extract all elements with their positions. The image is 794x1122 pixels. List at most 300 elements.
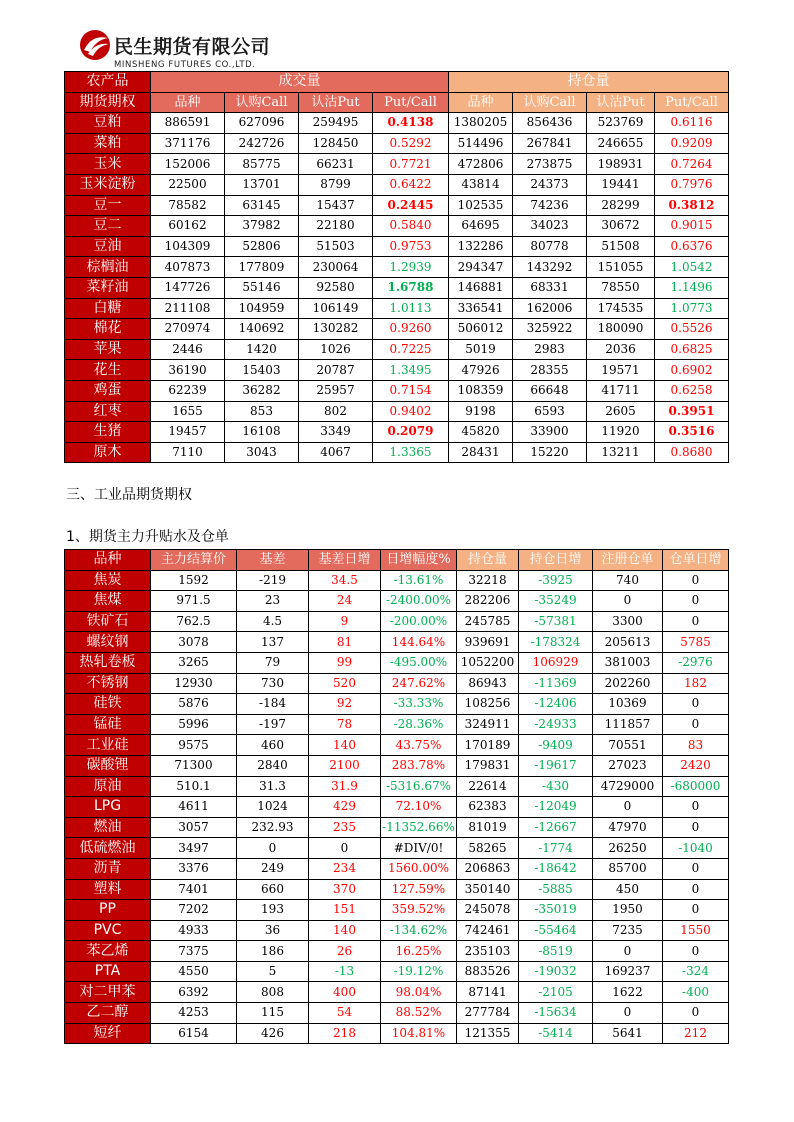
- product-name: 豆油: [65, 236, 151, 257]
- column-header: 主力结算价: [151, 550, 237, 571]
- table-cell: 660: [237, 879, 309, 900]
- table-cell: 381003: [593, 652, 663, 673]
- table-cell: 282206: [457, 591, 519, 612]
- header-row: [65, 550, 729, 571]
- table-row: [65, 319, 729, 340]
- table-cell: 283.78%: [381, 755, 457, 776]
- table-cell: 1950: [593, 900, 663, 921]
- table-cell: 74236: [513, 195, 587, 216]
- table-row: [65, 879, 729, 900]
- table-cell: 0.6422: [373, 174, 449, 195]
- table-cell: 31.9: [309, 776, 381, 797]
- table-cell: -134.62%: [381, 920, 457, 941]
- table-cell: -13.61%: [381, 570, 457, 591]
- corner-top-label: 农产品: [65, 72, 151, 93]
- table-cell: 520: [309, 673, 381, 694]
- table-row: [65, 422, 729, 443]
- table-cell: 127.59%: [381, 879, 457, 900]
- table-cell: 1052200: [457, 652, 519, 673]
- table-cell: -9409: [519, 735, 593, 756]
- column-header: 认沽Put: [587, 92, 655, 113]
- table-cell: 4550: [151, 961, 237, 982]
- table-cell: 218: [309, 1023, 381, 1044]
- table-cell: 66648: [513, 380, 587, 401]
- table-cell: 22614: [457, 776, 519, 797]
- table-cell: 0.6258: [655, 380, 729, 401]
- table-cell: -495.00%: [381, 652, 457, 673]
- product-name: 乙二醇: [65, 1003, 151, 1024]
- table-cell: 23: [237, 591, 309, 612]
- table-cell: 140692: [225, 319, 299, 340]
- table-cell: 87141: [457, 982, 519, 1003]
- table-cell: -1774: [519, 838, 593, 859]
- column-header: Put/Call: [373, 92, 449, 113]
- table-row: [65, 961, 729, 982]
- table-row: [65, 154, 729, 175]
- table-cell: 1.0773: [655, 298, 729, 319]
- table-cell: 371176: [151, 133, 225, 154]
- table-cell: -11369: [519, 673, 593, 694]
- table-cell: 180090: [587, 319, 655, 340]
- table-cell: -19617: [519, 755, 593, 776]
- table-row: [65, 652, 729, 673]
- table-cell: -35019: [519, 900, 593, 921]
- table-cell: -2105: [519, 982, 593, 1003]
- table-cell: 294347: [449, 257, 513, 278]
- table-cell: 1380205: [449, 113, 513, 134]
- table-row: [65, 591, 729, 612]
- logo-english-name: MINSHENG FUTURES CO.,LTD.: [114, 60, 256, 70]
- table-cell: -197: [237, 714, 309, 735]
- table-cell: 0: [237, 838, 309, 859]
- table-cell: 151055: [587, 257, 655, 278]
- table-cell: 1420: [225, 339, 299, 360]
- column-header: 持仓日增: [519, 550, 593, 571]
- column-header: 品种: [449, 92, 513, 113]
- table-cell: 6392: [151, 982, 237, 1003]
- table-cell: 0.6825: [655, 339, 729, 360]
- table-cell: 1.3495: [373, 360, 449, 381]
- table-cell: 1026: [299, 339, 373, 360]
- table-cell: 853: [225, 401, 299, 422]
- table-cell: 179831: [457, 755, 519, 776]
- table-cell: 450: [593, 879, 663, 900]
- table-cell: 32218: [457, 570, 519, 591]
- table-cell: 7401: [151, 879, 237, 900]
- table-cell: 0: [663, 714, 729, 735]
- table-cell: 85700: [593, 858, 663, 879]
- product-name: 玉米: [65, 154, 151, 175]
- table-cell: 3078: [151, 632, 237, 653]
- table-cell: 24373: [513, 174, 587, 195]
- table-cell: 137: [237, 632, 309, 653]
- table-cell: 0.9015: [655, 216, 729, 237]
- table-cell: 25957: [299, 380, 373, 401]
- table-cell: 2840: [237, 755, 309, 776]
- table-cell: 0.7264: [655, 154, 729, 175]
- table-cell: 407873: [151, 257, 225, 278]
- table-cell: 78550: [587, 277, 655, 298]
- table-cell: 212: [663, 1023, 729, 1044]
- table-cell: 10369: [593, 694, 663, 715]
- table-cell: 0: [663, 694, 729, 715]
- table-cell: 6593: [513, 401, 587, 422]
- product-name: 苯乙烯: [65, 941, 151, 962]
- product-name: 棉花: [65, 319, 151, 340]
- table-cell: 162006: [513, 298, 587, 319]
- table-cell: -12049: [519, 797, 593, 818]
- table-cell: 1550: [663, 920, 729, 941]
- table-cell: 71300: [151, 755, 237, 776]
- product-name: 棕榈油: [65, 257, 151, 278]
- table-cell: -19032: [519, 961, 593, 982]
- table-row: [65, 236, 729, 257]
- table-cell: 234: [309, 858, 381, 879]
- column-header: 认沽Put: [299, 92, 373, 113]
- table-cell: 0.3812: [655, 195, 729, 216]
- table-cell: 80778: [513, 236, 587, 257]
- table-cell: 242726: [225, 133, 299, 154]
- table-row: [65, 817, 729, 838]
- table-cell: 92580: [299, 277, 373, 298]
- product-name: 玉米淀粉: [65, 174, 151, 195]
- table-cell: 30672: [587, 216, 655, 237]
- table-cell: 102535: [449, 195, 513, 216]
- table-cell: 506012: [449, 319, 513, 340]
- table-cell: 28431: [449, 442, 513, 463]
- table-cell: 0.8680: [655, 442, 729, 463]
- table-cell: 4067: [299, 442, 373, 463]
- table-cell: 0.5292: [373, 133, 449, 154]
- table-cell: 246655: [587, 133, 655, 154]
- table-row: [65, 920, 729, 941]
- table-row: [65, 1003, 729, 1024]
- product-name: 铁矿石: [65, 611, 151, 632]
- table-cell: -184: [237, 694, 309, 715]
- table-cell: 9: [309, 611, 381, 632]
- table-cell: 235103: [457, 941, 519, 962]
- table-cell: 202260: [593, 673, 663, 694]
- table-cell: 939691: [457, 632, 519, 653]
- table-cell: -178324: [519, 632, 593, 653]
- table-cell: 47970: [593, 817, 663, 838]
- table-cell: 0.9209: [655, 133, 729, 154]
- table-cell: -28.36%: [381, 714, 457, 735]
- table-cell: -400: [663, 982, 729, 1003]
- table-cell: 5785: [663, 632, 729, 653]
- table-cell: 70551: [593, 735, 663, 756]
- product-name: 低硫燃油: [65, 838, 151, 859]
- table-row: [65, 277, 729, 298]
- table-cell: 429: [309, 797, 381, 818]
- subheader-row: [65, 92, 729, 113]
- table-cell: 9575: [151, 735, 237, 756]
- table-cell: 0.5840: [373, 216, 449, 237]
- table-cell: 3057: [151, 817, 237, 838]
- table-row: [65, 755, 729, 776]
- table-cell: 235: [309, 817, 381, 838]
- table-cell: 0.2445: [373, 195, 449, 216]
- product-name: 豆一: [65, 195, 151, 216]
- table-cell: 104309: [151, 236, 225, 257]
- table-cell: -200.00%: [381, 611, 457, 632]
- table-cell: -1040: [663, 838, 729, 859]
- table-cell: 5876: [151, 694, 237, 715]
- table-cell: 5641: [593, 1023, 663, 1044]
- section-title-industrial: 三、工业品期货期权: [66, 487, 192, 503]
- table-row: [65, 673, 729, 694]
- table-row: [65, 797, 729, 818]
- table-cell: 259495: [299, 113, 373, 134]
- table-cell: -19.12%: [381, 961, 457, 982]
- table-cell: 3043: [225, 442, 299, 463]
- table-cell: 0.9753: [373, 236, 449, 257]
- table-cell: 4.5: [237, 611, 309, 632]
- table-cell: 51503: [299, 236, 373, 257]
- table-cell: -35249: [519, 591, 593, 612]
- column-header: 基差: [237, 550, 309, 571]
- table-cell: 359.52%: [381, 900, 457, 921]
- table-cell: 4729000: [593, 776, 663, 797]
- table-cell: 3349: [299, 422, 373, 443]
- table-cell: 106929: [519, 652, 593, 673]
- table-cell: 0: [593, 591, 663, 612]
- table-cell: -33.33%: [381, 694, 457, 715]
- table-cell: 146881: [449, 277, 513, 298]
- table-cell: 86943: [457, 673, 519, 694]
- table-row: [65, 570, 729, 591]
- table-row: [65, 113, 729, 134]
- table-cell: 1.1496: [655, 277, 729, 298]
- table-cell: -12406: [519, 694, 593, 715]
- group-header-volume: 成交量: [151, 72, 449, 93]
- column-header: 持仓量: [457, 550, 519, 571]
- table-cell: 245785: [457, 611, 519, 632]
- table-cell: 104959: [225, 298, 299, 319]
- table-cell: -13: [309, 961, 381, 982]
- product-name: 短纤: [65, 1023, 151, 1044]
- table-cell: 62383: [457, 797, 519, 818]
- table-row: [65, 694, 729, 715]
- table-cell: 802: [299, 401, 373, 422]
- table-cell: 0.7976: [655, 174, 729, 195]
- product-name: 白糖: [65, 298, 151, 319]
- table-cell: 460: [237, 735, 309, 756]
- table-cell: 5019: [449, 339, 513, 360]
- product-name: PTA: [65, 961, 151, 982]
- table-cell: 19571: [587, 360, 655, 381]
- table-cell: 104.81%: [381, 1023, 457, 1044]
- table-cell: 523769: [587, 113, 655, 134]
- product-name: 原油: [65, 776, 151, 797]
- table-cell: 1655: [151, 401, 225, 422]
- table-cell: 26: [309, 941, 381, 962]
- product-name: 焦炭: [65, 570, 151, 591]
- table-row: [65, 133, 729, 154]
- table-cell: 78582: [151, 195, 225, 216]
- product-name: 红枣: [65, 401, 151, 422]
- product-name: 生猪: [65, 422, 151, 443]
- table-cell: 4611: [151, 797, 237, 818]
- table-cell: 43.75%: [381, 735, 457, 756]
- column-header: Put/Call: [655, 92, 729, 113]
- table-cell: 34023: [513, 216, 587, 237]
- table-cell: 140: [309, 735, 381, 756]
- table-cell: 151: [309, 900, 381, 921]
- table-cell: 7235: [593, 920, 663, 941]
- table-cell: 174535: [587, 298, 655, 319]
- industrial-basis-table: [64, 549, 729, 1044]
- table-cell: 144.64%: [381, 632, 457, 653]
- table-cell: 54: [309, 1003, 381, 1024]
- product-name: 塑料: [65, 879, 151, 900]
- table-cell: 41711: [587, 380, 655, 401]
- table-cell: -5316.67%: [381, 776, 457, 797]
- table-cell: 0.6376: [655, 236, 729, 257]
- table-cell: 19457: [151, 422, 225, 443]
- table-cell: 52806: [225, 236, 299, 257]
- table-cell: 5996: [151, 714, 237, 735]
- table-cell: 325922: [513, 319, 587, 340]
- table-cell: 55146: [225, 277, 299, 298]
- table-cell: 0: [593, 1003, 663, 1024]
- table-cell: 15437: [299, 195, 373, 216]
- table-cell: -430: [519, 776, 593, 797]
- table-cell: 232.93: [237, 817, 309, 838]
- table-cell: 193: [237, 900, 309, 921]
- table-cell: 143292: [513, 257, 587, 278]
- table-cell: -2400.00%: [381, 591, 457, 612]
- column-header: 日增幅度%: [381, 550, 457, 571]
- table-cell: 0.7154: [373, 380, 449, 401]
- table-cell: 514496: [449, 133, 513, 154]
- table-cell: 177809: [225, 257, 299, 278]
- table-row: [65, 360, 729, 381]
- table-cell: -15634: [519, 1003, 593, 1024]
- table-cell: 856436: [513, 113, 587, 134]
- product-name: 焦煤: [65, 591, 151, 612]
- table-row: [65, 611, 729, 632]
- table-cell: -11352.66%: [381, 817, 457, 838]
- table-cell: 1.2939: [373, 257, 449, 278]
- table-row: [65, 982, 729, 1003]
- table-cell: 11920: [587, 422, 655, 443]
- table-cell: 206863: [457, 858, 519, 879]
- table-cell: 66231: [299, 154, 373, 175]
- table-cell: 1.3365: [373, 442, 449, 463]
- table-cell: 16108: [225, 422, 299, 443]
- table-cell: 5: [237, 961, 309, 982]
- table-cell: 3376: [151, 858, 237, 879]
- table-cell: 62239: [151, 380, 225, 401]
- table-cell: 336541: [449, 298, 513, 319]
- table-cell: 0.5526: [655, 319, 729, 340]
- table-cell: 15403: [225, 360, 299, 381]
- table-cell: -24933: [519, 714, 593, 735]
- table-cell: 64695: [449, 216, 513, 237]
- table-cell: 169237: [593, 961, 663, 982]
- table-cell: 0: [663, 879, 729, 900]
- table-row: [65, 401, 729, 422]
- group-header-open-interest: 持仓量: [449, 72, 729, 93]
- table-cell: 808: [237, 982, 309, 1003]
- table-cell: 211108: [151, 298, 225, 319]
- table-cell: 13211: [587, 442, 655, 463]
- table-row: [65, 776, 729, 797]
- table-cell: 0: [663, 570, 729, 591]
- table-cell: 205613: [593, 632, 663, 653]
- table-cell: 132286: [449, 236, 513, 257]
- product-name: 豆二: [65, 216, 151, 237]
- table-cell: 8799: [299, 174, 373, 195]
- table-cell: 28355: [513, 360, 587, 381]
- table-cell: 60162: [151, 216, 225, 237]
- table-cell: 370: [309, 879, 381, 900]
- table-cell: 140: [309, 920, 381, 941]
- table-cell: 0.3516: [655, 422, 729, 443]
- table-cell: 1560.00%: [381, 858, 457, 879]
- product-name: 硅铁: [65, 694, 151, 715]
- table-cell: 0.6902: [655, 360, 729, 381]
- table-cell: 2420: [663, 755, 729, 776]
- table-cell: 26250: [593, 838, 663, 859]
- product-name: PP: [65, 900, 151, 921]
- table-row: [65, 900, 729, 921]
- table-cell: 249: [237, 858, 309, 879]
- table-cell: 72.10%: [381, 797, 457, 818]
- table-cell: 1.0542: [655, 257, 729, 278]
- table-cell: 270974: [151, 319, 225, 340]
- product-name: 菜粕: [65, 133, 151, 154]
- table-cell: 0.9402: [373, 401, 449, 422]
- table-row: [65, 298, 729, 319]
- table-cell: 267841: [513, 133, 587, 154]
- product-name: 菜籽油: [65, 277, 151, 298]
- table-cell: 7110: [151, 442, 225, 463]
- table-cell: 1024: [237, 797, 309, 818]
- table-cell: 0.3951: [655, 401, 729, 422]
- table-cell: 152006: [151, 154, 225, 175]
- table-cell: 0: [663, 858, 729, 879]
- table-cell: 37982: [225, 216, 299, 237]
- table-cell: 22500: [151, 174, 225, 195]
- table-cell: 4933: [151, 920, 237, 941]
- table-cell: 0.7225: [373, 339, 449, 360]
- table-cell: 13701: [225, 174, 299, 195]
- table-cell: -680000: [663, 776, 729, 797]
- table-cell: 106149: [299, 298, 373, 319]
- table-cell: 1.0113: [373, 298, 449, 319]
- logo-chinese-name: 民生期货有限公司: [114, 36, 271, 58]
- table-cell: 22180: [299, 216, 373, 237]
- table-cell: 350140: [457, 879, 519, 900]
- table-row: [65, 442, 729, 463]
- table-cell: 273875: [513, 154, 587, 175]
- table-cell: 2100: [309, 755, 381, 776]
- table-cell: 0.2079: [373, 422, 449, 443]
- table-cell: 0: [309, 838, 381, 859]
- table-cell: 0: [663, 591, 729, 612]
- table-cell: 0: [663, 797, 729, 818]
- table-cell: 277784: [457, 1003, 519, 1024]
- table-cell: 68331: [513, 277, 587, 298]
- table-cell: 45820: [449, 422, 513, 443]
- table-cell: 730: [237, 673, 309, 694]
- column-header: 品种: [65, 550, 151, 571]
- table-cell: 88.52%: [381, 1003, 457, 1024]
- table-cell: -5414: [519, 1023, 593, 1044]
- table-cell: 115: [237, 1003, 309, 1024]
